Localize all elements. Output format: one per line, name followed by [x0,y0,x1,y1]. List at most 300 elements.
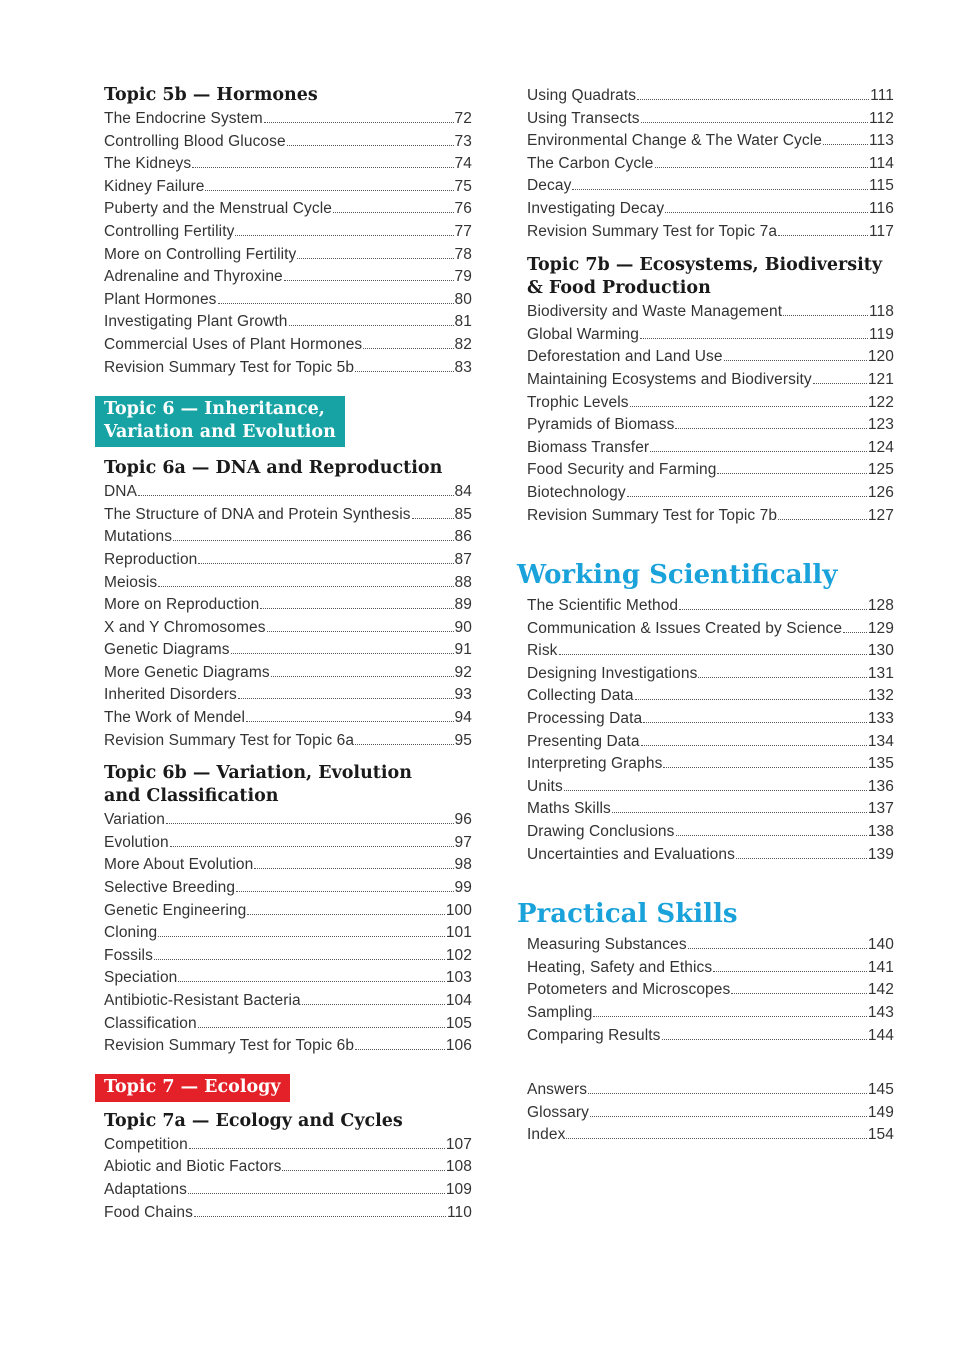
toc-entry-title: Competition [104,1135,188,1153]
toc-entry-page: 112 [868,109,894,127]
dot-leader [333,212,454,213]
toc-entry-title: Presenting Data [527,732,640,750]
dot-leader [166,823,454,824]
toc-entry-title: Biotechnology [527,483,626,501]
toc-entry-title: Genetic Engineering [104,901,247,919]
topic-7-badge [95,1074,472,1102]
topic-6-badge-line2: Variation and Evolution [104,422,336,443]
toc-entry-page: 102 [445,946,472,964]
topic-6b-section [104,762,472,1060]
topic-6b-heading-line1: Topic 6b — Variation, Evolution [104,763,412,784]
toc-entry [104,336,472,359]
toc-entry [104,947,472,970]
dot-leader [205,190,453,191]
toc-entry [527,507,894,530]
toc-entry-title: Measuring Substances [527,936,687,954]
toc-entry [104,155,472,178]
toc-entry-title: Cloning [104,924,158,942]
toc-entry-title: Maintaining Ecosystems and Biodiversity [527,370,812,388]
dot-leader [235,235,453,236]
toc-entry [104,110,472,133]
topic-6b-heading [104,762,472,808]
toc-entry-page: 115 [868,177,894,195]
toc-entry [104,811,472,834]
toc-entry [527,326,894,349]
dot-leader [566,1138,866,1139]
toc-entry [527,755,894,778]
toc-entry-title: Environmental Change & The Water Cycle [527,132,822,150]
toc-entry-page: 138 [867,823,894,841]
topic-7b-heading [527,254,894,300]
toc-entry-page: 82 [454,335,472,353]
topic-7b-heading-line1: Topic 7b — Ecosystems, Biodiversity [527,255,882,276]
toc-entry-page: 131 [867,664,894,682]
toc-entry-page: 144 [867,1026,894,1044]
toc-entry [527,687,894,710]
toc-entry-page: 110 [446,1203,472,1221]
toc-entry [527,155,894,178]
toc-entry-title: Trophic Levels [527,393,629,411]
practical-skills-section [517,898,894,1049]
toc-entry-page: 81 [454,313,472,331]
dot-leader [260,608,453,609]
dot-leader [282,1170,444,1171]
toc-entry-title: Mutations [104,528,173,546]
toc-entry [527,597,894,620]
topic-7b-heading-line2: & Food Production [527,278,711,299]
toc-entry-title: Investigating Plant Growth [104,313,288,331]
dot-leader [189,1148,445,1149]
toc-entry-page: 121 [867,370,894,388]
toc-entry [527,733,894,756]
working-scientifically-section [517,559,894,868]
dot-leader [713,971,867,972]
dot-leader [173,540,453,541]
toc-entry-title: Heating, Safety and Ethics [527,958,713,976]
dot-leader [630,406,867,407]
toc-entry [104,924,472,947]
toc-entry [527,303,894,326]
toc-entry [104,528,472,551]
dot-leader [246,721,453,722]
toc-entry [104,483,472,506]
dot-leader [412,518,454,519]
toc-entry-page: 145 [867,1081,894,1099]
dot-leader [297,258,453,259]
toc-entry-page: 111 [870,87,894,104]
toc-entry-page: 92 [454,663,472,681]
toc-entry-title: Risk [527,642,558,660]
toc-entry-page: 107 [445,1135,472,1153]
dot-leader [593,1016,866,1017]
dot-leader [641,122,868,123]
topic-7a-section [104,1110,472,1226]
toc-entry-page: 129 [867,619,894,637]
dot-leader [238,698,454,699]
toc-entry [527,200,894,223]
topic-6-badge-line1: Topic 6 — Inheritance, [104,399,325,420]
dot-leader [637,99,869,100]
toc-entry-page: 118 [868,303,894,321]
dot-leader [736,858,867,859]
toc-entry [527,620,894,643]
toc-entry [527,484,894,507]
dot-leader [655,167,868,168]
dot-leader [698,677,866,678]
practical-skills-title: Practical Skills [517,899,738,930]
toc-entry [527,800,894,823]
toc-entry-page: 99 [454,879,472,897]
dot-leader [355,371,453,372]
toc-entry-title: Drawing Conclusions [527,823,675,841]
toc-entry-title: The Scientific Method [527,597,679,615]
toc-entry [104,506,472,529]
dot-leader [640,338,868,339]
toc-entry [104,246,472,269]
toc-entry-title: Plant Hormones [104,290,217,308]
toc-entry [104,313,472,336]
toc-entry-title: Adrenaline and Thyroxine [104,268,283,286]
toc-entry [527,936,894,959]
dot-leader [662,1039,867,1040]
dot-leader [588,1093,867,1094]
toc-entry [104,619,472,642]
dot-leader [572,189,868,190]
dot-leader [302,1004,445,1005]
toc-entry-title: Biomass Transfer [527,438,650,456]
dot-leader [154,959,445,960]
toc-entry-title: Answers [527,1081,588,1099]
toc-entry-title: The Work of Mendel [104,709,246,727]
topic-5b-heading: Topic 5b — Hormones [104,85,318,105]
toc-entry-page: 88 [454,573,472,591]
dot-leader [663,767,866,768]
toc-entry [104,1015,472,1038]
toc-entry-page: 108 [445,1158,472,1176]
toc-entry [104,709,472,732]
toc-entry-title: Maths Skills [527,800,611,818]
dot-leader [676,835,867,836]
toc-entry-title: Pyramids of Biomass [527,416,675,434]
toc-entry-page: 91 [454,641,472,659]
toc-entry-title: Meiosis [104,573,158,591]
toc-entry [104,291,472,314]
toc-entry-page: 85 [454,505,472,523]
toc-entry-page: 123 [867,416,894,434]
toc-entry-page: 126 [867,483,894,501]
dot-leader [643,722,867,723]
toc-entry [104,1037,472,1060]
toc-entry-page: 143 [867,1004,894,1021]
toc-entry-title: Genetic Diagrams [104,641,230,659]
dot-leader [564,790,867,791]
toc-entry-title: Inherited Disorders [104,686,237,704]
toc-entry-title: Speciation [104,969,178,987]
toc-entry-title: X and Y Chromosomes [104,618,266,636]
toc-entry-title: Revision Summary Test for Topic 5b [104,358,355,376]
dot-leader [231,653,454,654]
toc-entry [104,359,472,382]
toc-entry-page: 90 [454,618,472,636]
toc-entry-page: 80 [454,290,472,308]
toc-entry-title: The Endocrine System [104,110,263,127]
toc-entry [527,959,894,982]
dot-leader [247,914,444,915]
toc-entry-page: 139 [867,845,894,863]
toc-entry [527,1004,894,1027]
toc-entry-page: 93 [454,686,472,704]
toc-entry [104,1204,472,1227]
toc-entry [527,348,894,371]
toc-entry-title: More on Reproduction [104,596,260,614]
toc-entry-page: 97 [454,833,472,851]
toc-entry-title: Commercial Uses of Plant Hormones [104,335,363,353]
toc-entry [527,1081,894,1104]
toc-entry [104,732,472,755]
toc-entry-title: Processing Data [527,710,643,728]
topic-6a-heading: Topic 6a — DNA and Reproduction [104,458,443,479]
toc-entry-page: 87 [454,550,472,568]
dot-leader [813,383,867,384]
toc-entry-page: 122 [867,393,894,411]
dot-leader [731,993,867,994]
toc-entry-title: Designing Investigations [527,664,698,682]
toc-entry-page: 109 [445,1180,472,1198]
toc-entry-page: 140 [867,936,894,954]
toc-entry-title: Interpreting Graphs [527,755,663,773]
dot-leader [724,360,867,361]
toc-entry [104,992,472,1015]
dot-leader [267,631,454,632]
toc-entry [527,665,894,688]
topic-7b-entries [517,303,894,529]
toc-entry-title: Controlling Fertility [104,222,235,240]
toc-entry-page: 101 [445,924,472,942]
toc-entry-title: The Kidneys [104,155,192,173]
toc-entry [104,200,472,223]
toc-entry-title: Puberty and the Menstrual Cycle [104,200,332,218]
dot-leader [665,212,868,213]
dot-leader [843,632,867,633]
toc-entry-title: The Carbon Cycle [527,154,654,172]
topic-6b-heading-line2: and Classification [104,786,279,807]
toc-entry [104,1158,472,1181]
toc-entry [527,371,894,394]
toc-entry-title: Controlling Blood Glucose [104,132,286,150]
toc-entry [527,461,894,484]
toc-entry-page: 72 [454,110,472,127]
topic-7a-continued-section [517,87,894,245]
toc-entry-title: Units [527,777,563,795]
dot-leader [194,1216,446,1217]
toc-entry-page: 104 [445,992,472,1009]
toc-entry [104,223,472,246]
dot-leader [264,122,454,123]
topic-6b-entries [104,811,472,1060]
topic-7b-section [517,254,894,529]
toc-entry-page: 124 [867,438,894,456]
toc-entry-page: 113 [868,132,894,150]
dot-leader [192,167,453,168]
toc-entry-title: Classification [104,1014,197,1032]
toc-entry [104,551,472,574]
toc-entry [527,846,894,869]
toc-entry-page: 141 [867,958,894,976]
toc-entry [104,1181,472,1204]
toc-entry-page: 76 [454,200,472,218]
toc-entry [527,1027,894,1050]
toc-entry-title: Communication & Issues Created by Science [527,619,843,637]
toc-entry-title: Biodiversity and Waste Management [527,303,783,321]
toc-entry [527,177,894,200]
toc-entry-page: 83 [454,358,472,376]
topic-7a-heading: Topic 7a — Ecology and Cycles [104,1110,403,1131]
dot-leader [158,936,445,937]
toc-entry [104,879,472,902]
toc-entry-title: Comparing Results [527,1026,661,1044]
dot-leader [627,496,867,497]
toc-entry-title: Revision Summary Test for Topic 6b [104,1037,355,1055]
topic-6a-entries [104,483,472,754]
toc-entry [527,132,894,155]
toc-entry-title: Reproduction [104,550,198,568]
toc-entry-page: 86 [454,528,472,546]
toc-entry-page: 79 [454,268,472,286]
toc-entry-page: 96 [454,811,472,829]
dot-leader [178,981,444,982]
toc-entry-page: 98 [454,856,472,874]
dot-leader [287,145,454,146]
dot-leader [355,744,453,745]
dot-leader [363,348,453,349]
toc-entry [104,574,472,597]
toc-entry-title: More About Evolution [104,856,254,874]
toc-entry [104,902,472,925]
toc-entry [527,87,894,110]
dot-leader [138,495,454,496]
toc-entry [527,710,894,733]
toc-entry [527,223,894,246]
toc-entry-page: 84 [454,483,472,501]
topic-7a-entries [104,1136,472,1226]
toc-entry-page: 78 [454,245,472,263]
toc-entry [104,641,472,664]
toc-entry [527,439,894,462]
topic-5b-entries [104,110,472,381]
dot-leader [254,868,453,869]
dot-leader [198,563,453,564]
toc-entry-page: 75 [454,177,472,195]
dot-leader [188,1193,445,1194]
toc-entry-page: 142 [867,981,894,999]
toc-entry [527,110,894,133]
dot-leader [612,812,867,813]
toc-entry-title: Antibiotic-Resistant Bacteria [104,992,301,1009]
topic-7a-continued-entries [517,87,894,245]
back-matter-entries [517,1081,894,1149]
toc-entry-page: 127 [867,506,894,524]
toc-entry-title: More on Controlling Fertility [104,245,297,263]
toc-entry-title: Revision Summary Test for Topic 7a [527,222,778,240]
toc-entry-title: More Genetic Diagrams [104,663,270,681]
toc-entry [104,596,472,619]
toc-entry-title: The Structure of DNA and Protein Synthesis [104,505,411,523]
toc-entry [104,686,472,709]
toc-entry [527,416,894,439]
working-scientifically-entries [517,597,894,868]
dot-leader [198,1027,445,1028]
topic-7-badge-label: Topic 7 — Ecology [95,1074,290,1102]
dot-leader [717,473,866,474]
dot-leader [170,846,454,847]
topic-6-badge [95,396,472,447]
toc-entry-title: Uncertainties and Evaluations [527,845,735,863]
toc-entry-title: Food Security and Farming [527,461,717,479]
dot-leader [778,235,868,236]
dot-leader [284,280,454,281]
toc-entry-title: Food Chains [104,1203,193,1221]
toc-entry-title: Abiotic and Biotic Factors [104,1158,282,1176]
toc-entry [104,856,472,879]
dot-leader [289,325,454,326]
dot-leader [778,519,867,520]
toc-entry-page: 95 [454,731,472,749]
toc-entry-title: Global Warming [527,325,639,343]
toc-left-column [104,84,472,1226]
toc-entry-title: Collecting Data [527,687,634,705]
toc-entry-title: Glossary [527,1103,589,1121]
toc-entry-page: 119 [868,325,894,343]
dot-leader [635,699,867,700]
toc-entry-page: 105 [445,1014,472,1032]
toc-entry-page: 137 [867,800,894,818]
dot-leader [675,428,866,429]
toc-entry-page: 149 [867,1103,894,1121]
dot-leader [236,891,454,892]
dot-leader [590,1116,867,1117]
toc-entry [104,133,472,156]
toc-entry-page: 135 [867,755,894,773]
toc-entry-page: 134 [867,732,894,750]
dot-leader [218,303,454,304]
dot-leader [641,745,867,746]
toc-entry-title: Potometers and Microscopes [527,981,731,999]
toc-entry-page: 117 [868,222,894,240]
toc-entry-title: Revision Summary Test for Topic 6a [104,731,355,749]
topic-5b-section [104,84,472,381]
toc-entry-page: 114 [868,154,894,172]
dot-leader [559,654,867,655]
toc-entry-page: 128 [867,597,894,615]
toc-entry-title: Fossils [104,946,153,964]
toc-entry-page: 94 [454,709,472,727]
toc-entry [527,394,894,417]
dot-leader [158,586,453,587]
toc-entry-page: 77 [454,222,472,240]
toc-entry-title: Revision Summary Test for Topic 7b [527,506,778,524]
toc-entry-page: 125 [867,461,894,479]
toc-entry [104,1136,472,1159]
toc-entry-title: Decay [527,177,572,195]
dot-leader [355,1049,445,1050]
toc-entry-page: 100 [445,901,472,919]
toc-entry [104,834,472,857]
dot-leader [688,948,867,949]
toc-right-column [517,84,894,1149]
toc-entry [527,778,894,801]
toc-entry-title: Adaptations [104,1180,187,1198]
toc-entry-page: 74 [454,155,472,173]
